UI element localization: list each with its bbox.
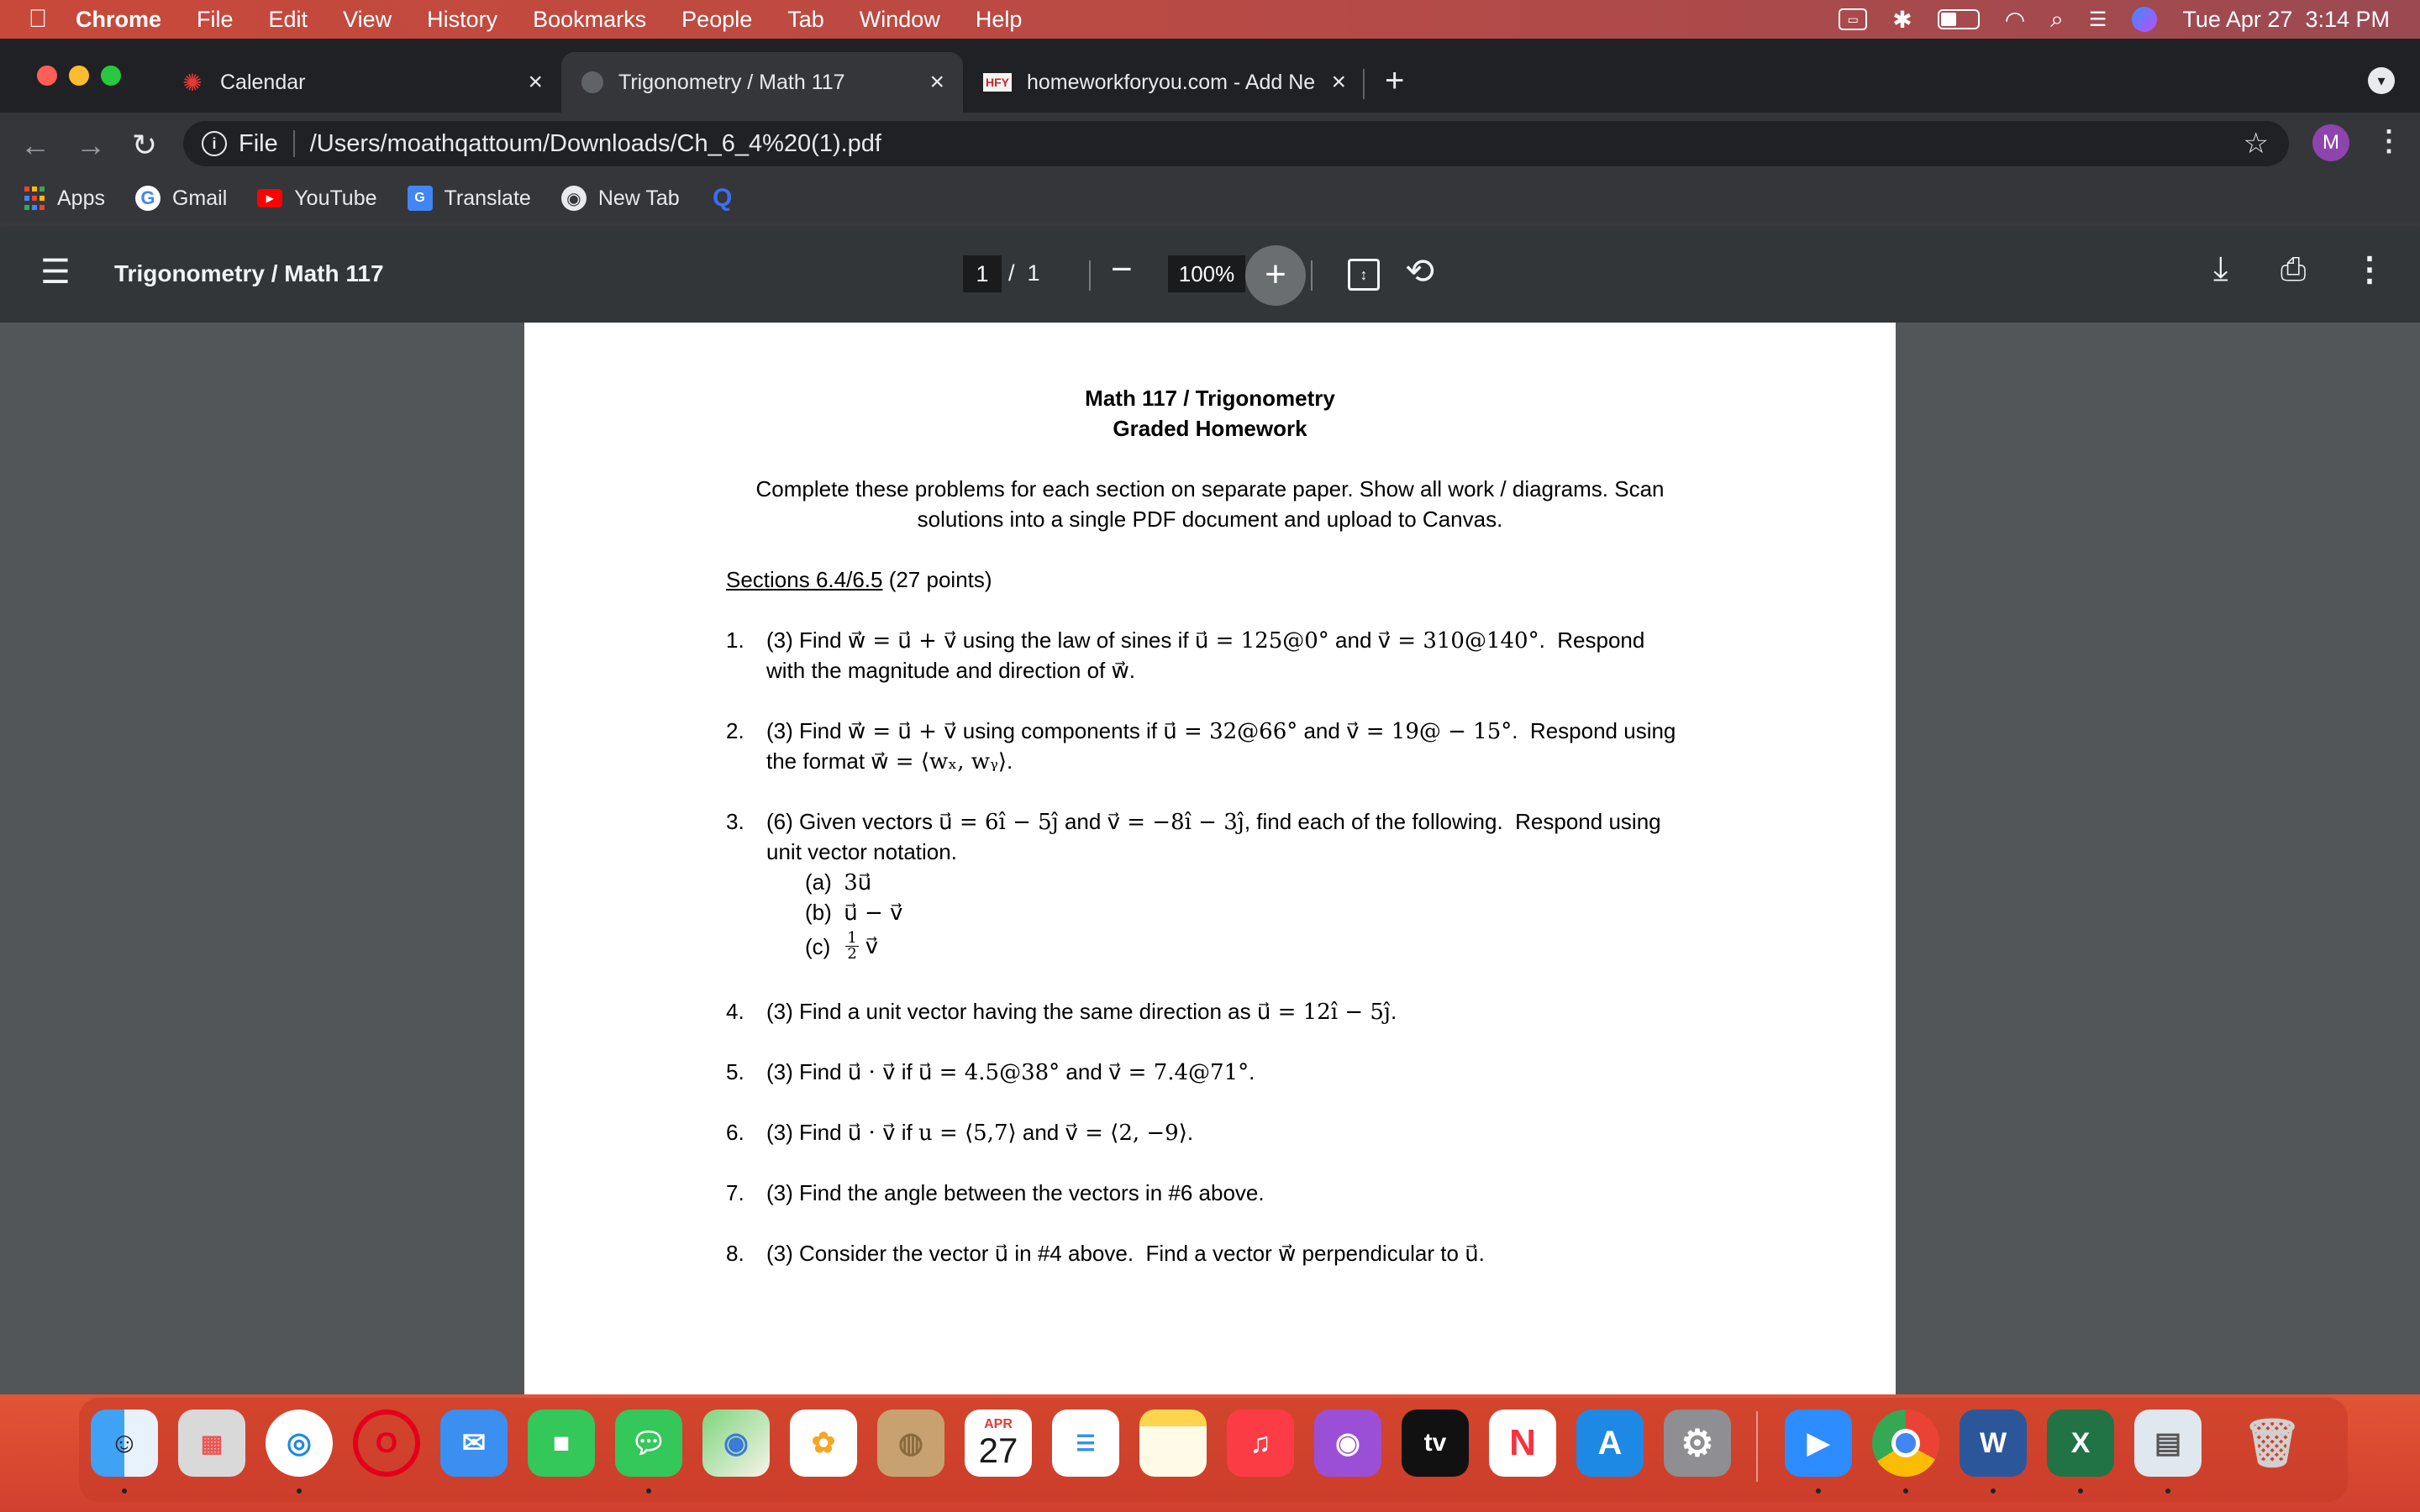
bookmark-label: YouTube <box>294 186 377 210</box>
running-indicator <box>1903 1488 1908 1494</box>
problem-number: 4. <box>726 999 744 1024</box>
text: . Respond using <box>1512 718 1676 743</box>
bookmark-new-tab[interactable] <box>561 186 680 211</box>
text: and <box>1016 1120 1065 1145</box>
tab-trigonometry[interactable] <box>561 52 963 113</box>
finder-icon[interactable]: ☺ <box>91 1410 158 1477</box>
chrome-icon[interactable] <box>1872 1410 1939 1477</box>
toolbar-divider <box>1089 260 1091 291</box>
zoom-icon[interactable]: ▶ <box>1785 1410 1852 1477</box>
menu-file[interactable]: File <box>197 6 234 32</box>
fit-to-page-icon[interactable]: ↕ <box>1348 259 1380 291</box>
bookmark-youtube[interactable] <box>257 186 376 211</box>
browser-toolbar <box>0 113 2420 173</box>
menu-view[interactable]: View <box>343 6 392 32</box>
doc-subtitle: Graded Homework <box>1113 416 1307 441</box>
math: w⃗ = u⃗ + v⃗ <box>847 719 957 744</box>
pdf-toolbar <box>0 227 2420 323</box>
system-preferences-icon[interactable]: ⚙ <box>1664 1410 1731 1477</box>
menu-people[interactable]: People <box>681 6 753 32</box>
page-total: / 1 <box>1008 260 1040 286</box>
problem-5 <box>766 1057 1255 1088</box>
section-title: Sections 6.4/6.5 <box>726 567 883 592</box>
excel-icon[interactable]: X <box>2047 1410 2114 1477</box>
text: if <box>895 1059 918 1084</box>
problem-3c <box>805 931 878 962</box>
hamburger-menu-icon[interactable]: ☰ <box>40 254 71 291</box>
zoom-out-button[interactable]: − <box>1111 249 1133 290</box>
fraction <box>845 931 858 962</box>
window-minimize-button[interactable] <box>69 66 89 86</box>
tab-title: Trigonometry / Math 117 <box>618 70 845 94</box>
calendar-icon: ✺ <box>182 69 203 96</box>
text: (3) Consider the vector <box>766 1241 995 1266</box>
back-arrow-icon[interactable]: ← <box>20 128 50 162</box>
math: w⃗ = ⟨wₓ, wᵧ⟩ <box>871 749 1007 774</box>
text: perpendicular to <box>1296 1241 1465 1266</box>
hfy-icon: HFY <box>983 73 1012 92</box>
problem-6 <box>766 1117 1193 1148</box>
translate-icon: G <box>408 186 433 211</box>
math: w⃗ = u⃗ + v⃗ <box>847 628 957 654</box>
math: v⃗ = ⟨2, −9⟩ <box>1065 1121 1187 1146</box>
q-icon: Q <box>712 184 733 212</box>
math: w⃗ <box>1111 659 1129 684</box>
safari-icon[interactable]: ◎ <box>266 1410 333 1477</box>
bookmark-q[interactable] <box>710 186 747 211</box>
chrome-menu-icon[interactable]: ⋮ <box>2375 125 2403 157</box>
menu-app-chrome[interactable]: Chrome <box>76 6 162 32</box>
pdf-page <box>524 323 1896 1394</box>
preview-icon[interactable]: ▤ <box>2134 1410 2202 1477</box>
youtube-icon: ▶ <box>257 189 282 207</box>
app-store-icon[interactable]: A <box>1576 1410 1644 1477</box>
running-indicator <box>1816 1488 1821 1494</box>
keyboard-icon[interactable]: ▭ <box>1839 8 1867 30</box>
text: if <box>895 1120 918 1145</box>
text: . <box>1478 1241 1485 1266</box>
calendar-day: 27 <box>978 1431 1018 1470</box>
globe-icon <box>581 71 603 93</box>
math: u = ⟨5,7⟩ <box>918 1121 1017 1146</box>
problem-number: 2. <box>726 718 744 743</box>
close-icon[interactable]: × <box>929 68 944 96</box>
new-tab-globe-icon: ◉ <box>561 186 587 211</box>
text: . <box>1007 748 1013 774</box>
fraction-numerator: 1 <box>847 929 857 947</box>
window-close-button[interactable] <box>37 66 57 86</box>
problem-2-line1 <box>766 716 1676 747</box>
pdf-viewport[interactable] <box>0 323 2420 1394</box>
math: u⃗ − v⃗ <box>844 900 903 926</box>
bookmark-label: Translate <box>444 186 531 210</box>
problem-1-line1 <box>766 625 1644 656</box>
problem-2-line2 <box>766 746 1013 777</box>
close-icon[interactable]: × <box>528 68 543 96</box>
doc-intro-line2: solutions into a single PDF document and upload to Canvas. <box>917 507 1503 532</box>
math: w⃗ <box>1278 1242 1297 1267</box>
section-heading <box>726 564 992 595</box>
tab-homeworkforyou[interactable] <box>963 52 1365 113</box>
notes-icon[interactable] <box>1139 1410 1207 1477</box>
zoom-in-button[interactable]: + <box>1245 245 1306 306</box>
forward-arrow-icon[interactable]: → <box>76 128 106 162</box>
problem-1-line2 <box>766 655 1135 686</box>
text: . <box>1249 1059 1255 1084</box>
bookmark-label: New Tab <box>597 186 680 210</box>
problem-number: 8. <box>726 1241 744 1266</box>
text: . <box>1390 999 1397 1024</box>
address-bar[interactable] <box>183 121 2289 166</box>
toolbar-divider <box>1311 260 1313 291</box>
running-indicator <box>646 1488 651 1494</box>
tab-title: homeworkforyou.com - Add Ne <box>1027 70 1316 94</box>
text: with the magnitude and direction of <box>766 658 1112 683</box>
battery-icon[interactable] <box>1938 9 1980 29</box>
problem-4 <box>766 996 1397 1027</box>
trash-icon[interactable]: 🗑︎ <box>2242 1416 2302 1469</box>
google-g-icon: G <box>135 186 160 211</box>
url-separator <box>293 130 295 157</box>
text: and <box>1297 718 1347 743</box>
messages-icon[interactable]: 💬︎ <box>615 1410 682 1477</box>
menu-bookmarks[interactable]: Bookmarks <box>533 6 647 32</box>
math: u⃗ <box>994 1242 1009 1267</box>
problem-number: 5. <box>726 1059 744 1084</box>
math: u⃗ = 125@0° <box>1194 628 1329 654</box>
menu-tab[interactable]: Tab <box>787 6 824 32</box>
problem-number: 3. <box>726 809 744 834</box>
news-icon[interactable]: N <box>1489 1410 1556 1477</box>
text: (6) Given vectors <box>766 809 939 834</box>
maps-icon[interactable]: ◉ <box>702 1410 770 1477</box>
problem-3-line2: unit vector notation. <box>766 839 957 864</box>
running-indicator <box>297 1488 302 1494</box>
text: using components if <box>956 718 1164 743</box>
text: (3) Find <box>766 627 848 653</box>
page-number-input[interactable]: 1 <box>963 255 1002 292</box>
text: using the law of sines if <box>956 627 1195 653</box>
reload-icon[interactable]: ↻ <box>131 128 158 162</box>
math: u⃗ = 6î − 5ĵ <box>939 810 1059 835</box>
bookmark-translate[interactable] <box>408 186 531 211</box>
running-indicator <box>2078 1488 2083 1494</box>
avatar[interactable]: M <box>2312 124 2349 161</box>
problem-3b <box>805 897 902 928</box>
text: and <box>1058 809 1107 834</box>
calendar-app-icon[interactable] <box>965 1410 1032 1477</box>
word-icon[interactable]: W <box>1960 1410 2027 1477</box>
url-path[interactable]: /Users/moathqattoum/Downloads/Ch_6_4%20(1).pdf <box>309 129 881 157</box>
apps-grid-icon <box>24 186 45 211</box>
macos-dock <box>79 1398 2348 1502</box>
text: the format <box>766 748 871 774</box>
math: u⃗ = 12î − 5ĵ <box>1256 1000 1391 1025</box>
math: v⃗ = 310@140° <box>1377 628 1539 654</box>
reminders-icon[interactable]: ☰ <box>1052 1410 1119 1477</box>
bookmark-label: Gmail <box>171 186 228 210</box>
bookmarks-bar <box>0 173 2420 223</box>
menu-help[interactable]: Help <box>975 6 1023 32</box>
math: v⃗ <box>865 933 879 959</box>
podcasts-icon[interactable]: ◉ <box>1314 1410 1381 1477</box>
control-center-icon[interactable]: ☰ <box>2088 8 2107 31</box>
menu-window[interactable]: Window <box>859 6 940 32</box>
text: (c) <box>805 933 831 959</box>
new-tab-button[interactable]: + <box>1385 62 1405 99</box>
text: . <box>1186 1120 1194 1145</box>
text: and <box>1060 1059 1108 1084</box>
problem-3a <box>805 867 871 898</box>
problem-7: (3) Find the angle between the vectors in #6 above. <box>766 1180 1265 1205</box>
window-zoom-button[interactable] <box>101 66 121 86</box>
text: . Respond <box>1539 627 1645 653</box>
menu-clock[interactable]: Tue Apr 27 3:14 PM <box>2182 6 2390 32</box>
tab-strip <box>0 39 2420 113</box>
bookmark-gmail[interactable] <box>135 186 227 211</box>
facetime-icon[interactable]: ■ <box>528 1410 595 1477</box>
problem-number: 7. <box>726 1180 744 1205</box>
bookmark-apps[interactable] <box>24 186 105 211</box>
apple-tv-icon[interactable]: tv <box>1402 1410 1469 1477</box>
music-icon[interactable]: ♫ <box>1227 1410 1294 1477</box>
section-points: (27 points) <box>882 567 992 592</box>
apple-icon[interactable] <box>0 5 76 34</box>
text: (3) Find <box>766 1120 848 1145</box>
running-indicator <box>122 1488 127 1494</box>
tab-calendar[interactable] <box>160 52 561 113</box>
siri-icon[interactable] <box>2132 7 2157 32</box>
mail-icon[interactable]: ✉ <box>440 1410 508 1477</box>
doc-intro-line1: Complete these problems for each section on separate paper. Show all work / diagrams. Scan <box>755 476 1665 501</box>
math: v⃗ = 19@ − 15° <box>1346 719 1512 744</box>
url-scheme: File <box>239 129 278 157</box>
print-icon[interactable]: ⎙ <box>2281 252 2307 287</box>
menu-edit[interactable]: Edit <box>268 6 308 32</box>
math: 3u⃗ <box>844 870 872 895</box>
text: (a) <box>805 869 832 895</box>
spotlight-search-icon[interactable]: ⌕ <box>2050 5 2064 32</box>
doc-title: Math 117 / Trigonometry <box>1085 386 1335 411</box>
problem-number: 1. <box>726 627 744 653</box>
fraction-denominator: 2 <box>847 945 857 963</box>
launchpad-icon[interactable]: ▦ <box>178 1410 245 1477</box>
math: v⃗ = −8î − 3ĵ <box>1107 810 1244 835</box>
more-options-icon[interactable]: ⋮ <box>2353 251 2386 288</box>
text: (3) Find <box>766 718 848 743</box>
problem-number: 6. <box>726 1120 744 1145</box>
text: (3) Find <box>766 1059 848 1084</box>
bookmark-label: Apps <box>57 186 105 210</box>
math: u⃗ <box>1465 1242 1479 1267</box>
tab-search-icon[interactable]: ▾ <box>2368 67 2395 94</box>
macos-menu-bar <box>0 0 2420 39</box>
calendar-month: APR <box>984 1417 1013 1431</box>
close-icon[interactable]: × <box>1331 68 1346 96</box>
math: u⃗ · v⃗ <box>847 1121 896 1146</box>
bookmark-star-icon[interactable]: ☆ <box>2243 128 2269 160</box>
info-icon[interactable]: i <box>202 131 227 156</box>
math: u⃗ · v⃗ <box>847 1060 896 1085</box>
problem-3-line1 <box>766 806 1661 837</box>
tab-divider <box>1363 69 1365 99</box>
text: . <box>1128 658 1135 683</box>
math: u⃗ = 4.5@38° <box>918 1060 1060 1085</box>
running-indicator <box>2165 1488 2170 1494</box>
zoom-level-input[interactable]: 100% <box>1168 255 1245 292</box>
download-icon[interactable]: ⤓ <box>2213 250 2228 287</box>
menu-history[interactable]: History <box>427 6 498 32</box>
photos-icon[interactable]: ✿ <box>790 1410 857 1477</box>
math: v⃗ = 7.4@71° <box>1108 1060 1249 1085</box>
tab-title: Calendar <box>220 70 306 94</box>
text: in #4 above. Find a vector <box>1008 1241 1279 1266</box>
dock-separator <box>1756 1411 1758 1482</box>
opera-icon[interactable]: O <box>353 1410 420 1477</box>
wifi-icon[interactable]: ◠ <box>2004 6 2026 33</box>
bluetooth-icon[interactable]: ✱ <box>1892 6 1912 33</box>
running-indicator <box>1991 1488 1996 1494</box>
text: (3) Find a unit vector having the same direction as <box>766 999 1257 1024</box>
text: and <box>1328 627 1378 653</box>
problem-8 <box>766 1238 1485 1269</box>
rotate-icon[interactable]: ⟲ <box>1405 251 1435 291</box>
contacts-icon[interactable]: ◍ <box>877 1410 944 1477</box>
math: u⃗ = 32@66° <box>1163 719 1298 744</box>
text: (b) <box>805 900 832 925</box>
pdf-title: Trigonometry / Math 117 <box>114 260 384 286</box>
text: , find each of the following. Respond using <box>1244 809 1661 834</box>
